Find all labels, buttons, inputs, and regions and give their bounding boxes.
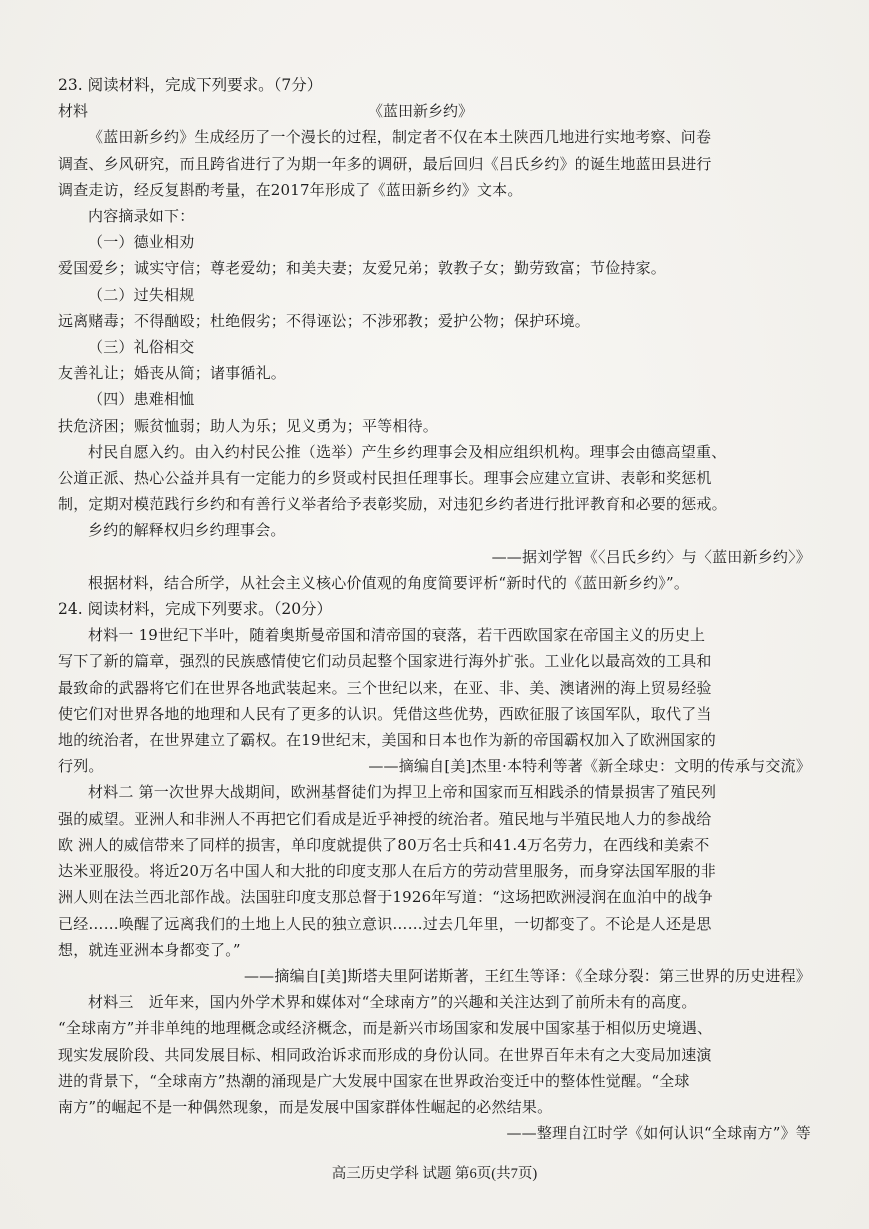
section-body: 扶危济困；赈贫恤弱；助人为乐；见义勇为；平等相待。 bbox=[58, 416, 439, 435]
section-title: （三）礼俗相交 bbox=[88, 338, 195, 357]
section-body: 友善礼让；婚丧从简；诸事循礼。 bbox=[58, 364, 287, 383]
text-line: 调查、乡风研究，而且跨省进行了为期一年多的调研，最后回归《吕氏乡约》的诞生地蓝田县进行 bbox=[58, 154, 712, 173]
text-line: 洲人则在法兰西北部作战。法国驻印度支那总督于1926年写道：“这场把欧洲浸润在血泊中的战争 bbox=[58, 888, 713, 907]
q23-heading: 23. 阅读材料，完成下列要求。（7分） bbox=[58, 76, 323, 94]
text-line: 进的背景下，“全球南方”热潮的涌现是广大发展中国家在世界政治变迁中的整体性觉醒。“全球 bbox=[58, 1071, 690, 1090]
text-line: 制，定期对模范践行乡约和有善行义举者给予表彰奖励，对违犯乡约者进行批评教育和必要的惩戒。 bbox=[58, 495, 727, 514]
q23-paragraph-3: 乡约的解释权归乡约理事会。 bbox=[88, 521, 286, 540]
section-title: （二）过失相规 bbox=[88, 285, 195, 304]
text-line: 调查走访，经反复斟酌考量，在2017年形成了《蓝田新乡约》文本。 bbox=[58, 180, 523, 199]
section-body: 远离赌毒；不得酗殴；杜绝假劣；不得诬讼；不涉邪教；爱护公物；保护环境。 bbox=[58, 311, 591, 330]
text-line: 村民自愿入约。由入约村民公推（选举）产生乡约理事会及相应组织机构。理事会由德高望重、 bbox=[88, 442, 727, 461]
q23-material-header bbox=[58, 98, 811, 124]
text-line: 现实发展阶段、共同发展目标、相同政治诉求而形成的身份认同。在世界百年未有之大变局加速演 bbox=[58, 1045, 712, 1064]
q24-material-3 bbox=[58, 989, 811, 1146]
q23-question: 根据材料，结合所学，从社会主义核心价值观的角度简要评析“新时代的《蓝田新乡约》”。 bbox=[88, 573, 690, 592]
q24-material-1 bbox=[58, 622, 811, 779]
text-line: 写下了新的篇章，强烈的民族感情使它们动员起整个国家进行海外扩张。工业化以最高效的工具和 bbox=[58, 652, 712, 671]
text-line: 《蓝田新乡约》生成经历了一个漫长的过程，制定者不仅在本土陕西几地进行实地考察、问卷 bbox=[88, 128, 712, 147]
q24-heading: 24. 阅读材料，完成下列要求。（20分） bbox=[58, 600, 333, 619]
text-line: 使它们对世界各地的地理和人民有了更多的认识。凭借这些优势，西欧征服了该国军队，取代了当 bbox=[58, 704, 712, 723]
text-line: 行列。 bbox=[58, 757, 104, 776]
text-line: 材料二 第一次世界大战期间，欧洲基督徒们为捍卫上帝和国家而互相践杀的情景损害了殖民列 bbox=[88, 783, 717, 802]
text-line: 南方”的崛起不是一种偶然现象，而是发展中国家群体性崛起的必然结果。 bbox=[58, 1097, 553, 1116]
text-line-with-source bbox=[58, 753, 811, 779]
text-line: 已经……唤醒了远离我们的土地上人民的独立意识……过去几年里，一切都变了。不论是人还是思 bbox=[58, 914, 712, 933]
q24-material-2 bbox=[58, 779, 811, 989]
q23-paragraph-2 bbox=[58, 439, 811, 518]
text-line: 材料三 近年来，国内外学术界和媒体对“全球南方”的兴趣和关注达到了前所未有的高度。 bbox=[88, 993, 697, 1012]
material-label: 材料 bbox=[58, 102, 89, 121]
text-line: 强的威望。亚洲人和非洲人不再把它们看成是近乎神授的统治者。殖民地与半殖民地人力的参战给 bbox=[58, 809, 712, 828]
material-3-source: ——整理自江时学《如何认识“全球南方”》等 bbox=[506, 1124, 811, 1143]
text-line: 欧 洲人的威信带来了同样的损害，单印度就提供了80万名士兵和41.4万名劳力，在西线和美索不 bbox=[58, 835, 710, 854]
text-line: 公道正派、热心公益并具有一定能力的乡贤或村民担任理事长。理事会应建立宣讲、表彰和奖惩机 bbox=[58, 469, 712, 488]
material-2-source: ——摘编自[美]斯塔夫里阿诺斯著，王红生等译：《全球分裂：第三世界的历史进程》 bbox=[243, 966, 811, 985]
q23-source: ——据刘学智《〈吕氏乡约〉与〈蓝田新乡约〉》 bbox=[491, 547, 811, 566]
text-line: 想，就连亚洲本身都变了。” bbox=[58, 940, 241, 959]
page-footer: 高三历史学科 试题 第6页(共7页) bbox=[331, 1166, 538, 1182]
section-title: （四）患难相恤 bbox=[88, 390, 195, 409]
section-body: 爱国爱乡；诚实守信；尊老爱幼；和美夫妻；友爱兄弟；敦教子女；勤劳致富；节俭持家。 bbox=[58, 259, 667, 278]
text-line: 达米亚服役。将近20万名中国人和大批的印度支那人在后方的劳动营里服务，而身穿法国军服的非 bbox=[58, 862, 716, 881]
q23-paragraph-1 bbox=[58, 124, 811, 203]
material-title: 《蓝田新乡约》 bbox=[368, 102, 474, 121]
material-1-source: ——摘编自[美]杰里·本特利等著《新全球史：文明的传承与交流》 bbox=[368, 757, 811, 776]
q23-sections bbox=[58, 229, 811, 439]
summary-intro: 内容摘录如下： bbox=[88, 207, 195, 226]
text-line: “全球南方”并非单纯的地理概念或经济概念，而是新兴市场国家和发展中国家基于相似历史境遇、 bbox=[58, 1019, 713, 1038]
text-line: 最致命的武器将它们在世界各地武装起来。三个世纪以来，在亚、非、美、澳诸洲的海上贸易经验 bbox=[58, 678, 712, 697]
text-line: 材料一 19世纪下半叶，随着奥斯曼帝国和清帝国的衰落，若干西欧国家在帝国主义的历史上 bbox=[88, 626, 706, 645]
section-title: （一）德业相劝 bbox=[88, 233, 195, 252]
text-line: 地的统治者，在世界建立了霸权。在19世纪末，美国和日本也作为新的帝国霸权加入了欧洲国家的 bbox=[58, 731, 716, 750]
